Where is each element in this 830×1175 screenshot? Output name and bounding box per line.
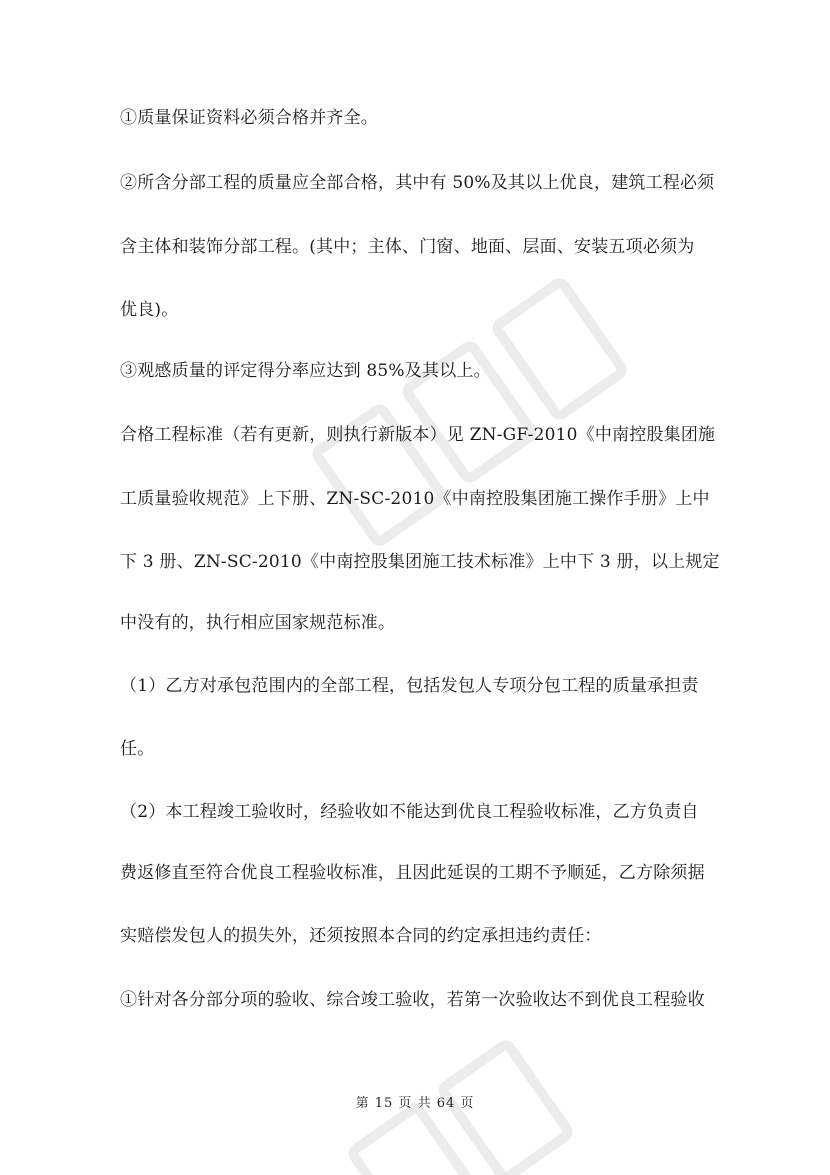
paragraph-line-14: 实赔偿发包人的损失外，还须按照本合同的约定承担违约责任：	[120, 926, 602, 946]
paragraph-line-11: 任。	[120, 739, 155, 759]
paragraph-line-7: 工质量验收规范》上下册、ZN-SC-2010《中南控股集团施工操作手册》上中	[120, 489, 710, 509]
paragraph-line-8: 下 3 册、ZN-SC-2010《中南控股集团施工技术标准》上中下 3 册，以上规定	[120, 552, 720, 572]
page-number-footer: 第 15 页 共 64 页	[355, 1096, 475, 1111]
paragraph-line-15: ①针对各分部分项的验收、综合竣工验收，若第一次验收达不到优良工程验收	[120, 990, 705, 1010]
paragraph-line-1: ①质量保证资料必须合格并齐全。	[120, 108, 378, 128]
paragraph-line-6: 合格工程标准（若有更新，则执行新版本）见 ZN-GF-2010《中南控股集团施	[120, 425, 716, 445]
paragraph-line-12: （2）本工程竣工验收时，经验收如不能达到优良工程验收标准，乙方负责自	[120, 802, 699, 822]
paragraph-line-13: 费返修直至符合优良工程验收标准，且因此延误的工期不予顺延，乙方除须据	[120, 863, 705, 883]
paragraph-line-5: ③观感质量的评定得分率应达到 85%及其以上。	[120, 361, 491, 381]
paragraph-line-4: 优良)。	[120, 300, 179, 320]
paragraph-line-2: ②所含分部工程的质量应全部合格，其中有 50%及其以上优良，建筑工程必须	[120, 173, 715, 193]
paragraph-line-3: 含主体和装饰分部工程。(其中；主体、门窗、地面、层面、安装五项必须为	[120, 237, 695, 257]
paragraph-line-9: 中没有的，执行相应国家规范标准。	[120, 613, 396, 633]
paragraph-line-10: （1）乙方对承包范围内的全部工程，包括发包人专项分包工程的质量承担责	[120, 676, 699, 696]
